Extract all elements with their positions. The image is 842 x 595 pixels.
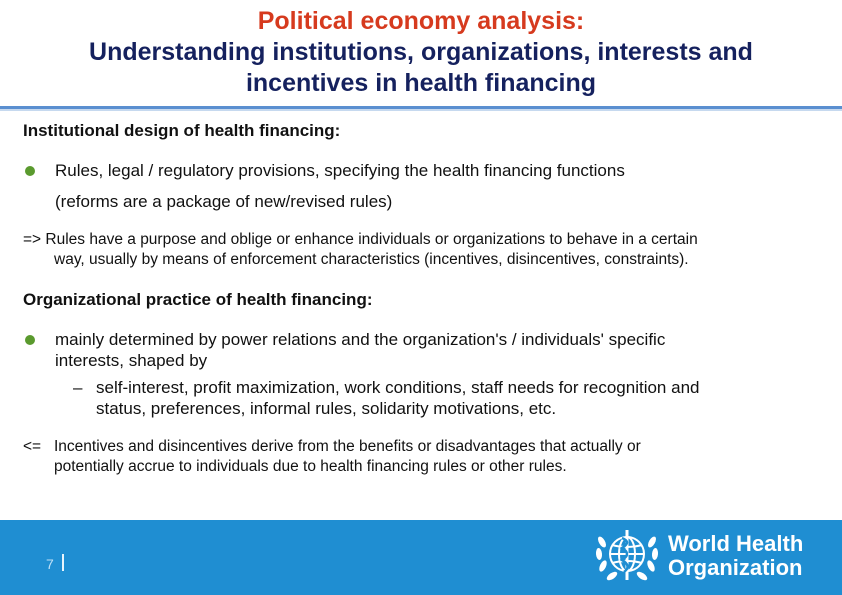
bullet-rules-line-2: (reforms are a package of new/revised rules) (55, 192, 393, 211)
title-line-3: incentives in health financing (245, 69, 597, 97)
who-emblem-icon (592, 524, 662, 590)
title-line-2: Understanding institutions, organizations, interests and (89, 38, 753, 66)
bullet-dot-icon (25, 166, 35, 176)
who-wordmark (668, 532, 803, 580)
sub-bullet-dash: – (73, 378, 83, 397)
incentives-note-prefix: <= (23, 438, 42, 455)
incentives-note-line-2: potentially accrue to individuals due to health financing rules or other rules. (54, 458, 567, 475)
sub-bullet-line-1: self-interest, profit maximization, work conditions, staff needs for recognition and (96, 378, 700, 397)
sub-bullet-line-2: status, preferences, informal rules, solidarity motivations, etc. (96, 399, 557, 418)
slide-footer (0, 520, 842, 595)
rules-note-line-2: way, usually by means of enforcement characteristics (incentives, disincentives, constraints). (54, 251, 689, 268)
bullet-rules-line-1: Rules, legal / regulatory provisions, specifying the health financing functions (55, 161, 625, 180)
title-divider-shadow (0, 109, 842, 111)
who-wordmark-line-1: World Health (668, 531, 804, 556)
bullet-dot-icon (25, 335, 35, 345)
page-number: 7 (46, 556, 54, 572)
slide-title (0, 6, 842, 99)
rules-note-line-1: => Rules have a purpose and oblige or enhance individuals or organizations to behave in a certain (23, 231, 698, 248)
bullet-practice-line-2: interests, shaped by (55, 351, 208, 370)
section-heading-institutional: Institutional design of health financing: (23, 121, 341, 140)
title-line-1: Political economy analysis: (257, 7, 585, 35)
page-number-divider (62, 554, 64, 571)
who-wordmark-line-2: Organization (668, 555, 803, 580)
incentives-note-line-1: Incentives and disincentives derive from the benefits or disadvantages that actually or (54, 438, 641, 455)
bullet-practice-line-1: mainly determined by power relations and the organization's / individuals' specific (55, 330, 666, 349)
section-heading-organizational: Organizational practice of health financing: (23, 290, 373, 309)
